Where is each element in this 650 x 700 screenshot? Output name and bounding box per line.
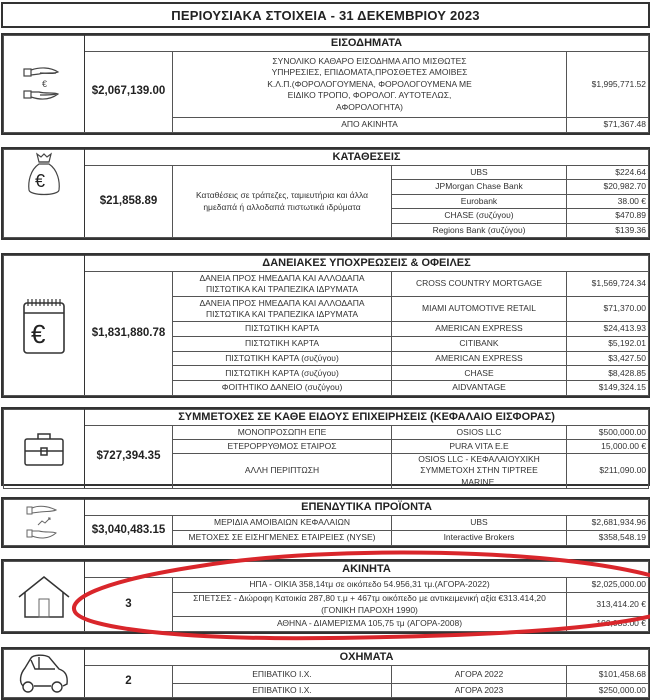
money-bag-euro-icon (24, 152, 64, 198)
deposit-bank: Eurobank (392, 194, 567, 208)
holding-desc: ΑΛΛΗ ΠΕΡΙΠΤΩΣΗ (173, 454, 392, 489)
holding-company: PURA VITA E.E (392, 440, 567, 454)
holding-desc: ΕΤΕΡΟΡΡΥΘΜΟΣ ΕΤΑΙΡΟΣ (173, 440, 392, 454)
hands-euro-icon (22, 64, 66, 104)
income-heading: ΕΙΣΟΔΗΜΑΤΑ (85, 36, 649, 52)
holdings-heading: ΣΥΜΜΕΤΟΧΕΣ ΣΕ ΚΑΘΕ ΕΙΔΟΥΣ ΕΠΙΧΕΙΡΗΣΕΙΣ (ΚΕΦΑΛΑΙΟ ΕΙΣΦΟΡΑΣ) (85, 410, 649, 426)
svg-text:€: € (42, 79, 48, 89)
property-desc: ΑΘΗΝΑ - ΔΙΑΜΕΡΙΣΜΑ 105,75 τμ (ΑΓΟΡΑ-2008) (173, 617, 567, 632)
deposits-section (1, 147, 650, 240)
investments-heading: ΕΠΕΝΔΥΤΙΚΑ ΠΡΟΪΟΝΤΑ (85, 500, 649, 516)
deposit-bank: JPMorgan Chase Bank (392, 180, 567, 194)
deposits-icon-cell (4, 150, 85, 238)
deposits-desc: Καταθέσεις σε τράπεζες, ταμιευτήρια και άλλα ημεδαπά ή αλλοδαπά πιστωτικά ιδρύματα (173, 166, 392, 238)
deposit-value: $224.64 (567, 166, 649, 180)
deposits-total: $21,858.89 (85, 166, 173, 238)
liability-value: $5,192.01 (567, 336, 649, 351)
svg-text:€: € (31, 318, 46, 349)
income-icon-cell (4, 36, 85, 133)
deposit-bank: CHASE (συζύγου) (392, 209, 567, 223)
calendar-euro-icon (21, 297, 67, 355)
real-estate-icon-cell (4, 562, 85, 632)
holding-desc: ΜΟΝΟΠΡΟΣΩΠΗ ΕΠΕ (173, 426, 392, 440)
real-estate-section (1, 559, 650, 634)
holdings-icon-cell (4, 410, 85, 489)
liability-value: $24,413.93 (567, 322, 649, 337)
liability-value: $1,569,724.34 (567, 272, 649, 297)
income-value: $71,367.48 (567, 117, 649, 132)
liability-desc: ΠΙΣΤΩΤΙΚΗ ΚΑΡΤΑ (συζύγου) (173, 351, 392, 366)
house-icon (17, 575, 71, 619)
deposits-heading: ΚΑΤΑΘΕΣΕΙΣ (85, 150, 649, 166)
property-value: 100,033.00 € (567, 617, 649, 632)
deposit-value: $20,982.70 (567, 180, 649, 194)
liability-desc: ΔΑΝΕΙΑ ΠΡΟΣ ΗΜΕΔΑΠΑ ΚΑΙ ΑΛΛΟΔΑΠΑ ΠΙΣΤΩΤΙΚΑ ΚΑΙ ΤΡΑΠΕΖΙΚΑ ΙΔΡΥΜΑΤΑ (173, 272, 392, 297)
liability-creditor: AMERICAN EXPRESS (392, 351, 567, 366)
liabilities-total: $1,831,880.78 (85, 272, 173, 396)
holding-value: $211,090.00 (567, 454, 649, 489)
property-desc: ΗΠΑ - ΟΙΚΙΑ 358,14τμ σε οικόπεδο 54.956,31 τμ.(ΑΓΟΡΑ-2022) (173, 578, 567, 593)
investment-provider: UBS (392, 516, 567, 531)
holding-company: OSIOS LLC (392, 426, 567, 440)
liability-value: $3,427.50 (567, 351, 649, 366)
liability-creditor: CHASE (392, 366, 567, 381)
liability-desc: ΦΟΙΤΗΤΙΚΟ ΔΑΝΕΙΟ (συζύγου) (173, 381, 392, 396)
liability-value: $8,428.85 (567, 366, 649, 381)
investments-total: $3,040,483.15 (85, 516, 173, 546)
vehicle-value: $250,000.00 (567, 684, 649, 698)
income-value: $1,995,771.52 (567, 52, 649, 117)
income-desc: ΣΥΝΟΛΙΚΟ ΚΑΘΑΡΟ ΕΙΣΟΔΗΜΑ ΑΠΟ ΜΙΣΘΩΤΕΣ ΥΠΗΡΕΣΙΕΣ, ΕΠΙΔΟΜΑΤΑ,ΠΡΟΣΘΕΤΕΣ ΑΜΟΙΒΕΣ Κ.Λ.Π.(ΦΟΡΟΛΟΓΟΥΜΕΝΑ, ΦΟΡΟΛΟΓΟΥΜΕΝΑ ΜΕ ΕΙΔΙΚΟ ΤΡΟΠΟ, ΦΟΡΟΛΟΓ. ΑΥΤΟΤΕΛΩΣ, ΑΦΟΡΟΛΟΓΗΤΑ) (173, 52, 567, 117)
income-desc: ΑΠΟ ΑΚΙΝΗΤΑ (173, 117, 567, 132)
holdings-section (1, 407, 650, 486)
investment-desc: ΜΕΡΙΔΙΑ ΑΜΟΙΒΑΙΩΝ ΚΕΦΑΛΑΙΩΝ (173, 516, 392, 531)
income-total: $2,067,139.00 (85, 52, 173, 133)
liability-creditor: AMERICAN EXPRESS (392, 322, 567, 337)
vehicles-heading: ΟΧΗΜΑΤΑ (85, 650, 649, 666)
vehicle-value: $101,458.68 (567, 666, 649, 684)
deposit-bank: UBS (392, 166, 567, 180)
liability-value: $149,324.15 (567, 381, 649, 396)
property-desc: ΣΠΕΤΣΕΣ - Διώροφη Κατοικία 287,80 τ.μ + 467τμ οικόπεδο με αντικειμενική αξία €313.414,20 (ΓΟΝΙΚΗ ΠΑΡΟΧΗ 1990) (173, 593, 567, 617)
vehicles-icon-cell (4, 650, 85, 698)
property-value: 313,414.20 € (567, 593, 649, 617)
investment-value: $2,681,934.96 (567, 516, 649, 531)
hands-growth-icon (24, 503, 64, 543)
property-value: $2,025,000.00 (567, 578, 649, 593)
svg-text:€: € (35, 171, 46, 191)
liabilities-icon-cell (4, 256, 85, 396)
investments-section (1, 497, 650, 548)
liabilities-heading: ΔΑΝΕΙΑΚΕΣ ΥΠΟΧΡΕΩΣΕΙΣ & ΟΦΕΙΛΕΣ (85, 256, 649, 272)
deposit-value: $470.89 (567, 209, 649, 223)
real-estate-count: 3 (85, 578, 173, 632)
liability-creditor: CITIBANK (392, 336, 567, 351)
liability-desc: ΠΙΣΤΩΤΙΚΗ ΚΑΡΤΑ (173, 336, 392, 351)
investment-value: $358,548.19 (567, 531, 649, 546)
deposit-bank: Regions Bank (συζύγου) (392, 223, 567, 237)
holding-company: OSIOS LLC - ΚΕΦΑΛΑΙΟΥΧΙΚΗ ΣΥΜΜΕΤΟΧΗ ΣΤΗΝ TIPTREE MARINE. (392, 454, 567, 489)
liability-desc: ΔΑΝΕΙΑ ΠΡΟΣ ΗΜΕΔΑΠΑ ΚΑΙ ΑΛΛΟΔΑΠΑ ΠΙΣΤΩΤΙΚΑ ΚΑΙ ΤΡΑΠΕΖΙΚΑ ΙΔΡΥΜΑΤΑ (173, 297, 392, 322)
investment-provider: Interactive Brokers (392, 531, 567, 546)
vehicles-count: 2 (85, 666, 173, 698)
liability-creditor: CROSS COUNTRY MORTGAGE (392, 272, 567, 297)
investment-desc: ΜΕΤΟΧΕΣ ΣΕ ΕΙΣΗΓΜΕΝΕΣ ΕΤΑΙΡΕΙΕΣ (NYSE) (173, 531, 392, 546)
vehicle-desc: ΕΠΙΒΑΤΙΚΟ Ι.Χ. (173, 684, 392, 698)
vehicles-section (1, 647, 650, 700)
real-estate-heading: ΑΚΙΝΗΤΑ (85, 562, 649, 578)
liability-value: $71,370.00 (567, 297, 649, 322)
vehicle-purchase: ΑΓΟΡΑ 2023 (392, 684, 567, 698)
vehicle-desc: ΕΠΙΒΑΤΙΚΟ Ι.Χ. (173, 666, 392, 684)
holding-value: 15,000.00 € (567, 440, 649, 454)
holdings-total: $727,394.35 (85, 426, 173, 489)
income-section (1, 33, 650, 135)
briefcase-icon (23, 431, 65, 467)
page-title: ΠΕΡΙΟΥΣΙΑΚΑ ΣΤΟΙΧΕΙΑ - 31 ΔΕΚΕΜΒΡΙΟΥ 2023 (1, 2, 650, 28)
liability-creditor: MIAMI AUTOMOTIVE RETAIL (392, 297, 567, 322)
liability-creditor: AIDVANTAGE (392, 381, 567, 396)
deposit-value: $139.36 (567, 223, 649, 237)
holding-value: $500,000.00 (567, 426, 649, 440)
liabilities-section (1, 253, 650, 398)
liability-desc: ΠΙΣΤΩΤΙΚΗ ΚΑΡΤΑ (συζύγου) (173, 366, 392, 381)
car-icon (17, 652, 71, 696)
investments-icon-cell (4, 500, 85, 546)
vehicle-purchase: ΑΓΟΡΑ 2022 (392, 666, 567, 684)
deposit-value: 38.00 € (567, 194, 649, 208)
liability-desc: ΠΙΣΤΩΤΙΚΗ ΚΑΡΤΑ (173, 322, 392, 337)
